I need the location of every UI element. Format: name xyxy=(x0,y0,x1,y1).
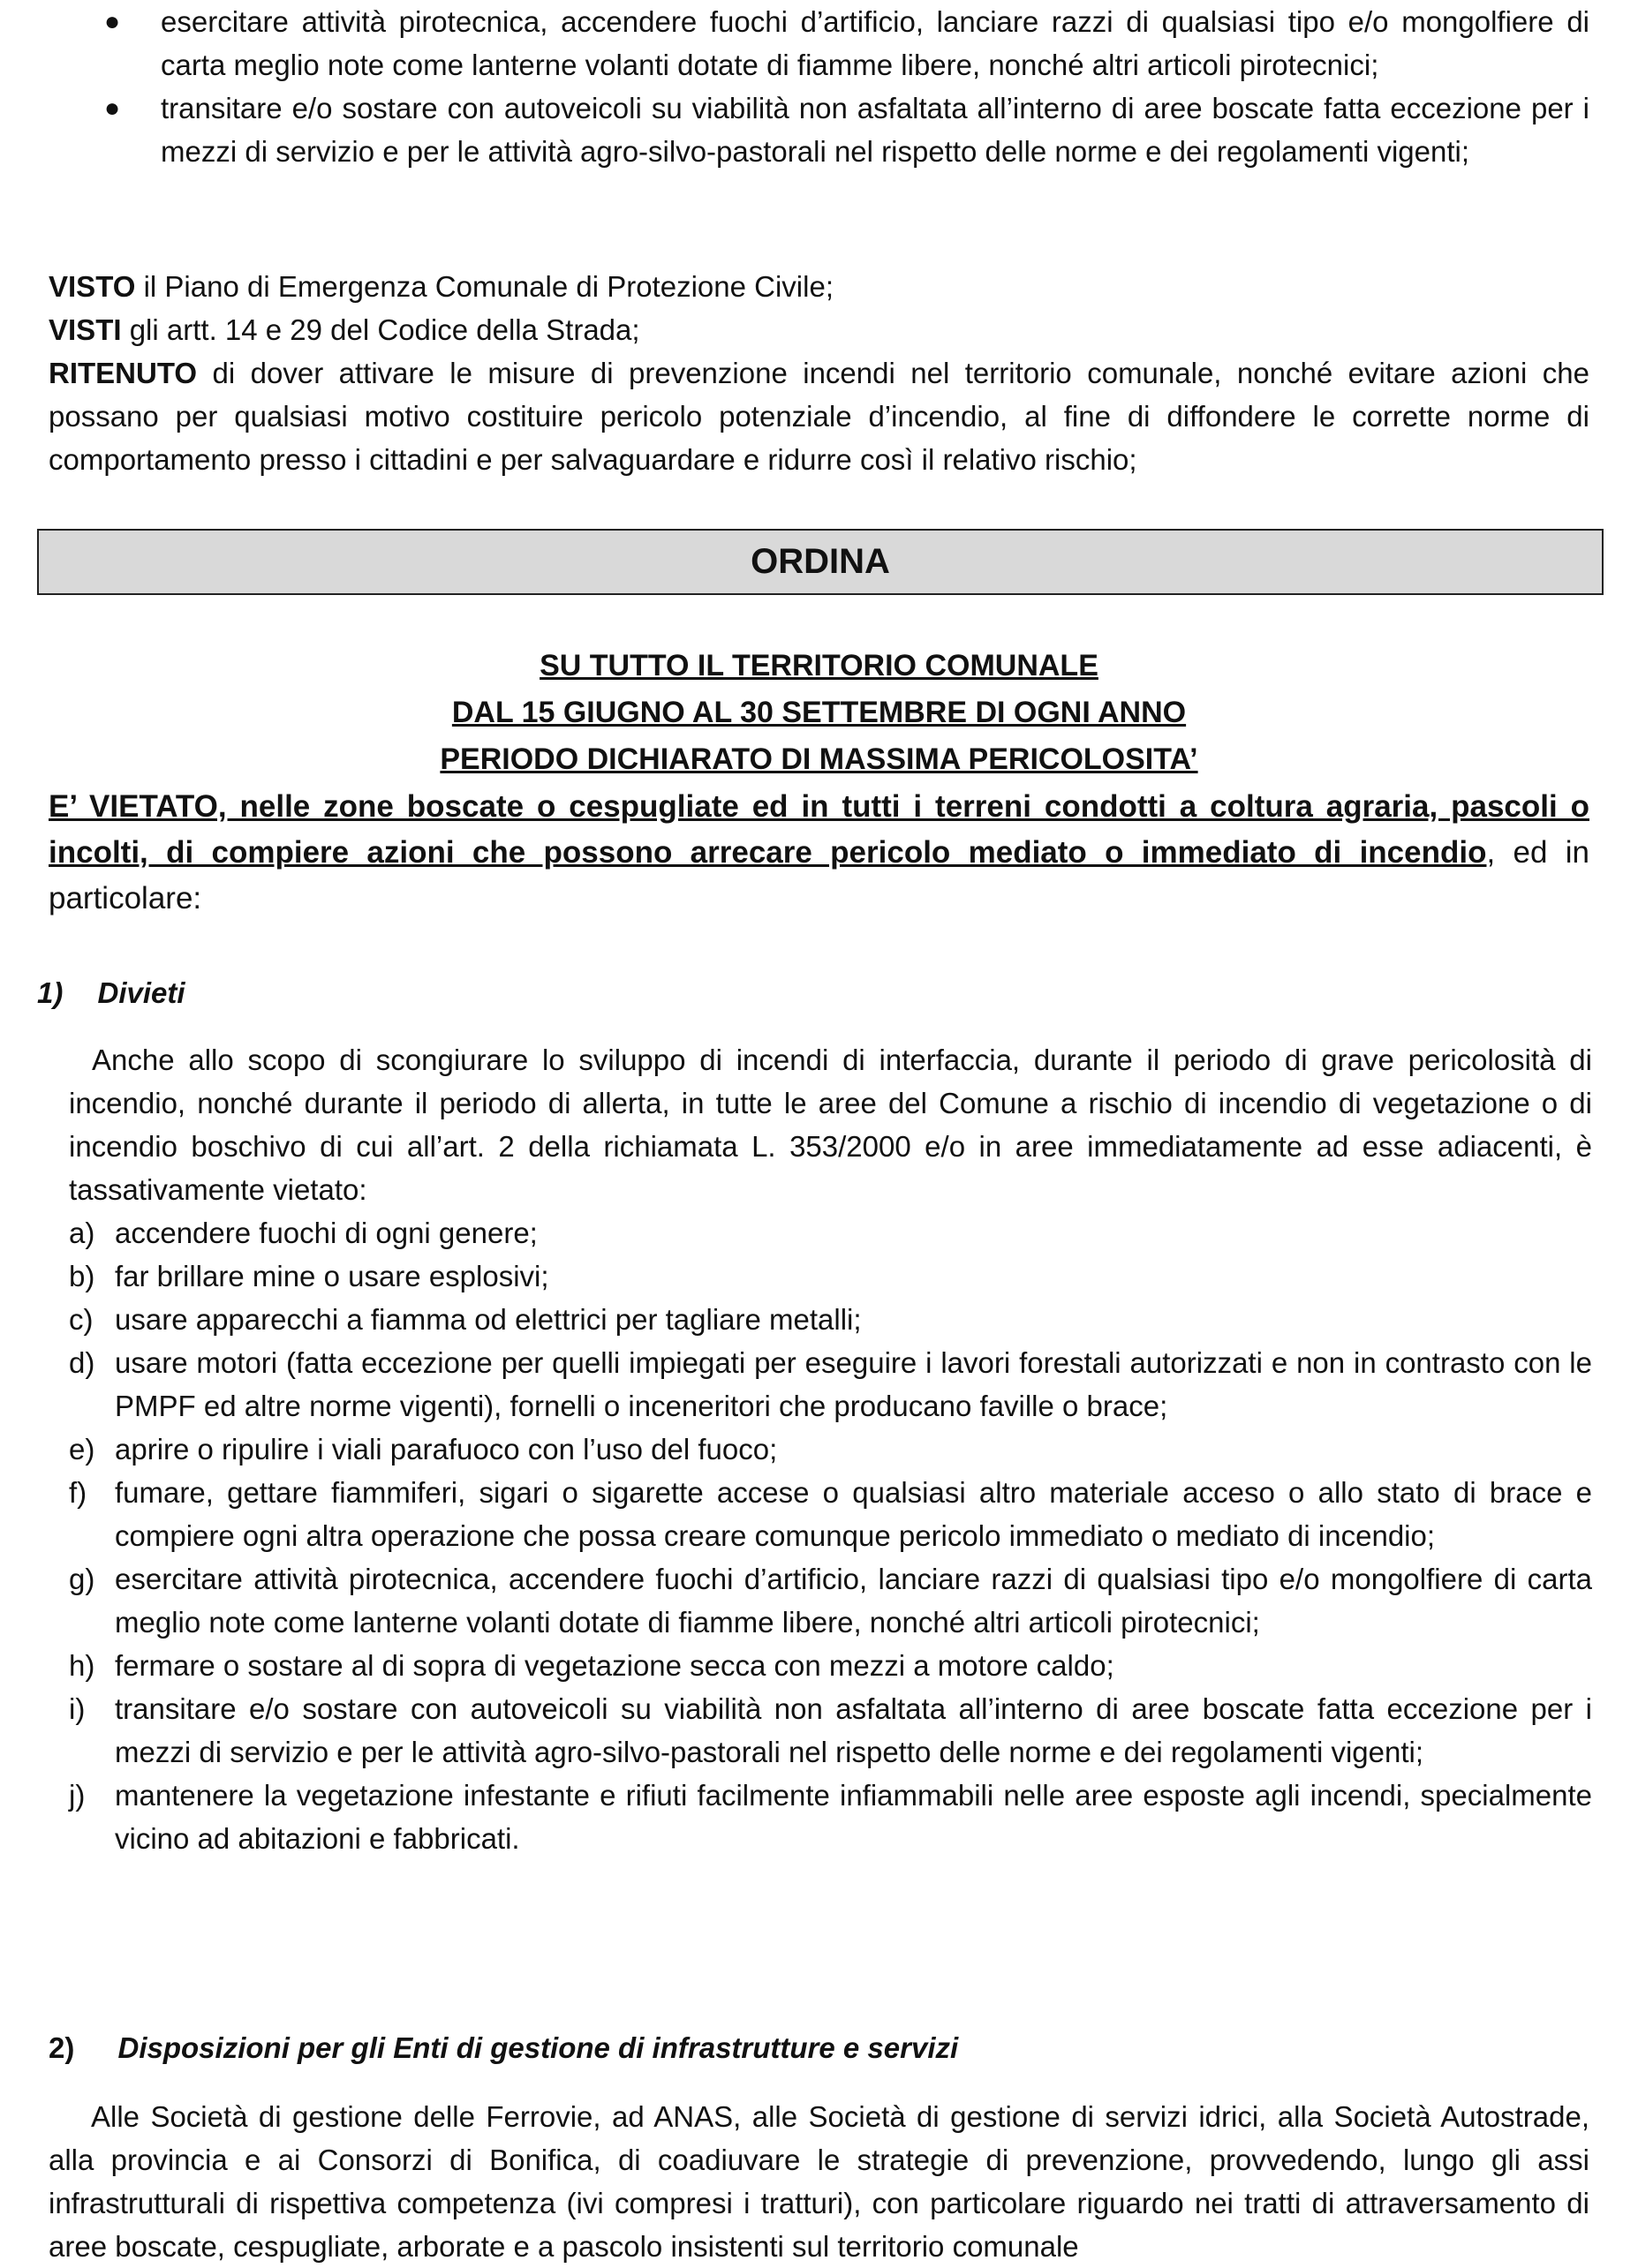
bullet-dot-icon: ● xyxy=(104,7,121,36)
list-item-text: transitare e/o sostare con autoveicoli su viabilità non asfaltata all’interno di aree boscate fatta eccezione per i mezzi di servizio e per le attività agro-silvo-pastorali nel rispetto delle norme e dei regolamenti vigenti; xyxy=(115,1692,1592,1768)
visto-text: il Piano di Emergenza Comunale di Protezione Civile; xyxy=(135,270,834,303)
list-item-label: a) xyxy=(69,1217,95,1249)
list-item-label: e) xyxy=(69,1433,95,1466)
section-2-heading xyxy=(49,2026,958,2069)
section-1-heading xyxy=(37,971,185,1014)
section-2-number: 2) xyxy=(49,2031,75,2064)
bullet-item xyxy=(97,87,1589,173)
list-item xyxy=(69,1644,1592,1687)
section-1-intro: Anche allo scopo di scongiurare lo sviluppo di incendi di interfaccia, durante il periodo di grave pericolosità di incendio, nonché durante il periodo di allerta, in tutte le aree del Comune a rischio di incendio di vegetazione o di incendio boschivo di cui all’art. 2 della richiamata L. 353/2000 e/o in aree immediatamente ad esse adiacenti, è tassativamente vietato: xyxy=(69,1044,1592,1206)
section-2-intro: Alle Società di gestione delle Ferrovie, ad ANAS, alle Società di gestione di servizi idrici, alla Società Autostrade, alla provincia e ai Consorzi di Bonifica, di coadiuvare le strategie di prevenzione, provvedendo, lungo gli assi infrastrutturali di rispettiva competenza (ivi compresi i tratturi), con particolare riguardo nei tratti di attraversamento di aree boscate, cespugliate, arborate e a pascolo insistenti sul territorio comunale xyxy=(49,2100,1589,2263)
list-item-text: esercitare attività pirotecnica, accendere fuochi d’artificio, lanciare razzi di qualsiasi tipo e/o mongolfiere di carta meglio note come lanterne volanti dotate di fiamme libere, nonché altri articoli pirotecnici; xyxy=(115,1563,1592,1639)
visto-label: VISTO xyxy=(49,270,136,303)
visti-text: gli artt. 14 e 29 del Codice della Strada; xyxy=(121,313,640,346)
list-item-text: far brillare mine o usare esplosivi; xyxy=(115,1260,549,1292)
heading-territorio: SU TUTTO IL TERRITORIO COMUNALE xyxy=(540,649,1098,682)
list-item-text: usare apparecchi a fiamma od elettrici per tagliare metalli; xyxy=(115,1303,862,1336)
ritenuto-paragraph xyxy=(49,351,1589,481)
list-item xyxy=(69,1255,1592,1298)
ritenuto-text: di dover attivare le misure di prevenzione incendi nel territorio comunale, nonché evitare azioni che possano per qualsiasi motivo costituire pericolo potenziale d’incendio, al fine di diffondere le corrette norme di comportamento presso i cittadini e per salvaguardare e ridurre così il relativo rischio; xyxy=(49,357,1589,476)
list-item-label: j) xyxy=(69,1779,86,1812)
ritenuto-label: RITENUTO xyxy=(49,357,198,389)
vietato-bold-text: E’ VIETATO, nelle zone boscate o cespugliate ed in tutti i terreni condotti a coltura agraria, pascoli o incolti, di compiere azioni che possono arrecare pericolo mediato o immediato di incendio xyxy=(49,789,1589,870)
bullet-text: transitare e/o sostare con autoveicoli su viabilità non asfaltata all’interno di aree boscate fatta eccezione per i mezzi di servizio e per le attività agro-silvo-pastorali nel rispetto delle norme e dei regolamenti vigenti; xyxy=(161,92,1589,168)
section-1-title: Divieti xyxy=(97,976,185,1009)
list-item-label: h) xyxy=(69,1649,95,1682)
ordina-banner: ORDINA xyxy=(37,529,1604,595)
heading-periodo-date: DAL 15 GIUGNO AL 30 SETTEMBRE DI OGNI ANNO xyxy=(451,696,1187,729)
list-item-text: fumare, gettare fiammiferi, sigari o sigarette accese o qualsiasi altro materiale acceso o allo stato di brace e compiere ogni altra operazione che possa creare comunque pericolo immediato o mediato di incendio; xyxy=(115,1476,1592,1552)
list-item xyxy=(69,1298,1592,1341)
list-item-label: d) xyxy=(69,1346,95,1379)
bullet-dot-icon: ● xyxy=(104,94,121,123)
list-item-label: f) xyxy=(69,1476,87,1509)
list-item xyxy=(69,1211,1592,1255)
section-2-title: Disposizioni per gli Enti di gestione di infrastrutture e servizi xyxy=(117,2031,959,2064)
heading-pericolosita: PERIODO DICHIARATO DI MASSIMA PERICOLOSITA’ xyxy=(440,742,1198,776)
list-item xyxy=(69,1687,1592,1774)
list-item xyxy=(69,1774,1592,1860)
visti-paragraph xyxy=(49,308,1589,351)
list-item-text: accendere fuochi di ogni genere; xyxy=(115,1217,538,1249)
vietato-paragraph xyxy=(49,784,1589,922)
visti-label: VISTI xyxy=(49,313,122,346)
list-item-label: i) xyxy=(69,1692,86,1725)
bullet-text: esercitare attività pirotecnica, accendere fuochi d’artificio, lanciare razzi di qualsiasi tipo e/o mongolfiere di carta meglio note come lanterne volanti dotate di fiamme libere, nonché altri articoli pirotecnici; xyxy=(161,5,1589,81)
list-item-text: usare motori (fatta eccezione per quelli impiegati per eseguire i lavori forestali autorizzati e non in contrasto con le PMPF ed altre norme vigenti), fornelli o inceneritori che producano faville o brace; xyxy=(115,1346,1592,1422)
section-1-number: 1) xyxy=(37,976,64,1009)
list-item-label: g) xyxy=(69,1563,95,1595)
divieti-list xyxy=(69,1211,1592,1860)
top-bullet-list xyxy=(97,0,1589,173)
bullet-item xyxy=(97,0,1589,87)
vietato-text: , ed in particolare: xyxy=(49,835,1589,915)
list-item xyxy=(69,1557,1592,1644)
list-item-text: fermare o sostare al di sopra di vegetazione secca con mezzi a motore caldo; xyxy=(115,1649,1114,1682)
list-item-text: mantenere la vegetazione infestante e rifiuti facilmente infiammabili nelle aree esposte agli incendi, specialmente vicino ad abitazioni e fabbricati. xyxy=(115,1779,1592,1855)
list-item xyxy=(69,1341,1592,1428)
list-item xyxy=(69,1471,1592,1557)
list-item xyxy=(69,1428,1592,1471)
list-item-label: c) xyxy=(69,1303,94,1336)
list-item-text: aprire o ripulire i viali parafuoco con l’uso del fuoco; xyxy=(115,1433,778,1466)
list-item-label: b) xyxy=(69,1260,95,1292)
visto-paragraph xyxy=(49,265,1589,308)
